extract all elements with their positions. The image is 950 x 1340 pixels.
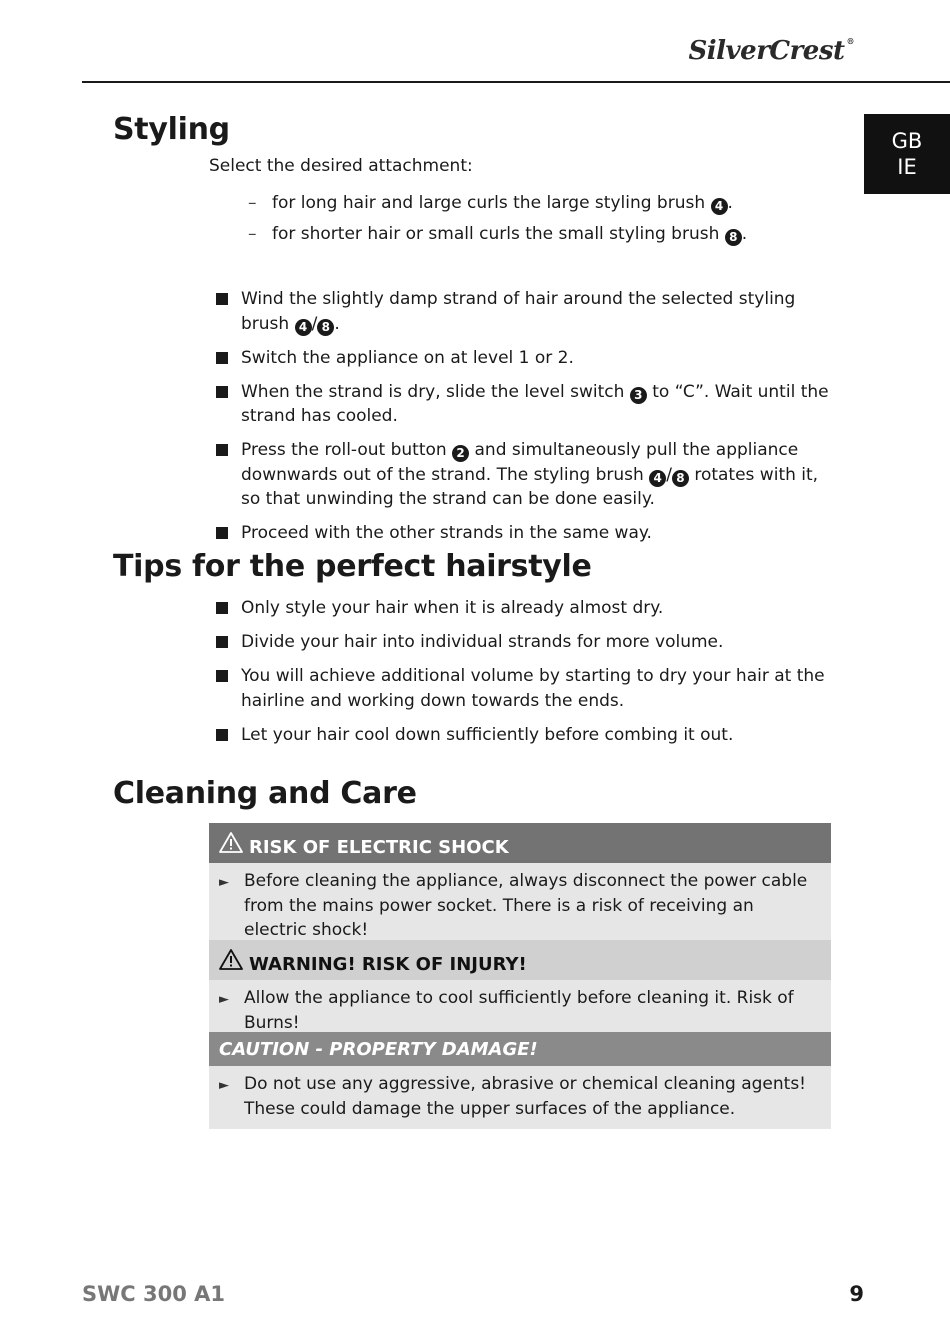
tips-list [216,596,836,757]
registered-mark: ® [846,36,854,46]
part-number-badge: 4 [649,470,666,487]
warning-heading: RISK OF ELECTRIC SHOCK [209,823,831,863]
bullet-square-icon [216,444,228,456]
list-item: Proceed with the other strands in the same way. [216,521,836,546]
bullet-square-icon [216,293,228,305]
header-rule [82,81,950,83]
list-item: When the strand is dry, slide the level switch 3 to “C”. Wait until the strand has cooled. [216,380,836,429]
styling-intro: Select the desired attachment: [209,156,473,176]
arrow-right-icon: ► [219,1078,229,1093]
warning-triangle-icon [219,832,243,858]
warning-heading: WARNING! RISK OF INJURY! [209,940,831,980]
bullet-square-icon [216,386,228,398]
bullet-square-icon [216,670,228,682]
warning-triangle-icon [219,949,243,975]
electric-shock-warning-box [209,823,831,951]
caution-body: ► Do not use any aggressive, abrasive or chemical cleaning agents! These could damage the upper surfaces of the appliance. [209,1066,831,1129]
dash-marker: – [248,193,257,213]
part-number-badge: 8 [317,319,334,336]
part-number-badge: 4 [711,198,728,215]
language-gb: GB [891,129,923,153]
list-item: Divide your hair into individual strands for more volume. [216,630,836,655]
arrow-right-icon: ► [219,875,229,890]
brand-name: SilverCrest [688,36,845,66]
warning-body: ► Before cleaning the appliance, always disconnect the power cable from the mains power socket. There is a risk of receiving an electric shock! [209,863,831,951]
language-ie: IE [897,155,917,179]
section-title-cleaning: Cleaning and Care [113,776,417,811]
page-number: 9 [849,1282,864,1306]
list-item: Switch the appliance on at level 1 or 2. [216,346,836,371]
part-number-badge: 8 [725,229,742,246]
option-text: for long hair and large curls the large styling brush [272,193,706,213]
property-damage-caution-box [209,1032,831,1129]
styling-steps-list [216,287,836,555]
bullet-square-icon [216,729,228,741]
attachment-option: – for long hair and large curls the large styling brush 4 . [248,193,733,213]
part-number-badge: 8 [672,470,689,487]
warning-body: ► Allow the appliance to cool sufficiently before cleaning it. Risk of Burns! [209,980,831,1043]
list-item: Wind the slightly damp strand of hair around the selected styling brush 4 / 8 . [216,287,836,336]
list-item: Let your hair cool down sufficiently before combing it out. [216,723,836,748]
part-number-badge: 4 [295,319,312,336]
list-item: You will achieve additional volume by starting to dry your hair at the hairline and working down towards the ends. [216,664,836,713]
option-text: for shorter hair or small curls the small styling brush [272,224,720,244]
part-number-badge: 3 [630,387,647,404]
bullet-square-icon [216,352,228,364]
section-title-tips: Tips for the perfect hairstyle [113,549,592,584]
list-item: Only style your hair when it is already almost dry. [216,596,836,621]
bullet-square-icon [216,636,228,648]
language-tab [864,114,950,194]
dash-marker: – [248,224,257,244]
model-number: SWC 300 A1 [82,1282,226,1306]
brand-logo [689,36,854,66]
attachment-option: – for shorter hair or small curls the small styling brush 8 . [248,224,748,244]
arrow-right-icon: ► [219,992,229,1007]
section-title-styling: Styling [113,112,230,147]
list-item: Press the roll-out button 2 and simultaneously pull the appliance downwards out of the strand. The styling brush 4 / 8 rotates with it, so that unwinding the strand can be done easily. [216,438,836,512]
part-number-badge: 2 [452,445,469,462]
bullet-square-icon [216,527,228,539]
bullet-square-icon [216,602,228,614]
injury-warning-box [209,940,831,1043]
caution-heading: CAUTION - PROPERTY DAMAGE! [209,1032,831,1066]
